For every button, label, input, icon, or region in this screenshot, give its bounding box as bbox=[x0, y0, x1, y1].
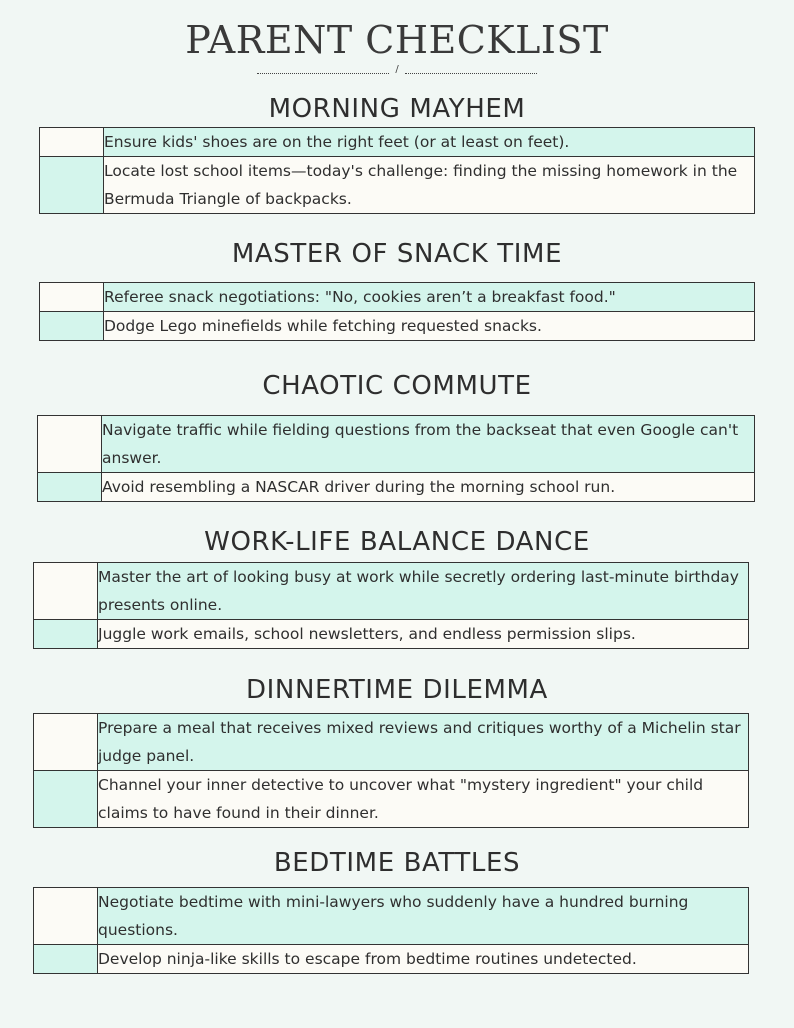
checklist-item-text: Locate lost school items—today's challenge: finding the missing homework in the Bermuda Triangle of backpacks. bbox=[104, 157, 755, 214]
checkbox[interactable] bbox=[34, 945, 98, 974]
checklist-item-text: Referee snack negotiations: "No, cookies aren’t a breakfast food." bbox=[104, 283, 755, 312]
page-title: PARENT CHECKLIST bbox=[185, 18, 609, 62]
checkbox[interactable] bbox=[40, 157, 104, 214]
checkbox[interactable] bbox=[34, 563, 98, 620]
checkbox[interactable] bbox=[34, 888, 98, 945]
checklist-row bbox=[34, 771, 749, 828]
section-heading-master-of-snack-time: MASTER OF SNACK TIME bbox=[231, 239, 563, 269]
checkbox[interactable] bbox=[38, 473, 102, 502]
checklist-row bbox=[38, 416, 755, 473]
checklist-item-text: Channel your inner detective to uncover what "mystery ingredient" your child claims to have found in their dinner. bbox=[98, 771, 749, 828]
checklist-work-life-balance-dance bbox=[33, 562, 749, 649]
checklist-item-text: Master the art of looking busy at work while secretly ordering last-minute birthday presents online. bbox=[98, 563, 749, 620]
section-heading-bedtime-battles: BEDTIME BATTLES bbox=[273, 848, 521, 878]
checklist-item-text: Dodge Lego minefields while fetching requested snacks. bbox=[104, 312, 755, 341]
checklist-chaotic-commute bbox=[37, 415, 755, 502]
section-heading-work-life-balance-dance: WORK-LIFE BALANCE DANCE bbox=[204, 527, 590, 557]
checklist-row bbox=[40, 128, 755, 157]
checklist-morning-mayhem bbox=[39, 127, 755, 214]
checklist-dinnertime-dilemma bbox=[33, 713, 749, 828]
checklist-row bbox=[34, 714, 749, 771]
checklist-item-text: Develop ninja-like skills to escape from bedtime routines undetected. bbox=[98, 945, 749, 974]
checkbox[interactable] bbox=[38, 416, 102, 473]
divider-slash: / bbox=[395, 64, 399, 75]
checklist-item-text: Ensure kids' shoes are on the right feet (or at least on feet). bbox=[104, 128, 755, 157]
checkbox[interactable] bbox=[34, 714, 98, 771]
checklist-row bbox=[34, 945, 749, 974]
divider-dots-right bbox=[405, 73, 537, 74]
checkbox[interactable] bbox=[34, 620, 98, 649]
checkbox[interactable] bbox=[40, 128, 104, 157]
section-heading-dinnertime-dilemma: DINNERTIME DILEMMA bbox=[246, 675, 548, 705]
divider-dots-left bbox=[257, 73, 389, 74]
checklist-item-text: Navigate traffic while fielding questions from the backseat that even Google can't answer. bbox=[102, 416, 755, 473]
checklist-item-text: Prepare a meal that receives mixed reviews and critiques worthy of a Michelin star judge panel. bbox=[98, 714, 749, 771]
checkbox[interactable] bbox=[34, 771, 98, 828]
checklist-master-of-snack-time bbox=[39, 282, 755, 341]
checklist-row bbox=[34, 563, 749, 620]
checklist-row bbox=[34, 888, 749, 945]
title-divider bbox=[257, 63, 537, 77]
checklist-row bbox=[40, 312, 755, 341]
checklist-row bbox=[38, 473, 755, 502]
checklist-row bbox=[40, 283, 755, 312]
checklist-row bbox=[34, 620, 749, 649]
checklist-bedtime-battles bbox=[33, 887, 749, 974]
checkbox[interactable] bbox=[40, 283, 104, 312]
section-heading-chaotic-commute: CHAOTIC COMMUTE bbox=[262, 371, 532, 401]
checklist-item-text: Juggle work emails, school newsletters, and endless permission slips. bbox=[98, 620, 749, 649]
checklist-item-text: Negotiate bedtime with mini-lawyers who suddenly have a hundred burning questions. bbox=[98, 888, 749, 945]
checklist-item-text: Avoid resembling a NASCAR driver during the morning school run. bbox=[102, 473, 755, 502]
section-heading-morning-mayhem: MORNING MAYHEM bbox=[268, 94, 526, 124]
checkbox[interactable] bbox=[40, 312, 104, 341]
checklist-row bbox=[40, 157, 755, 214]
